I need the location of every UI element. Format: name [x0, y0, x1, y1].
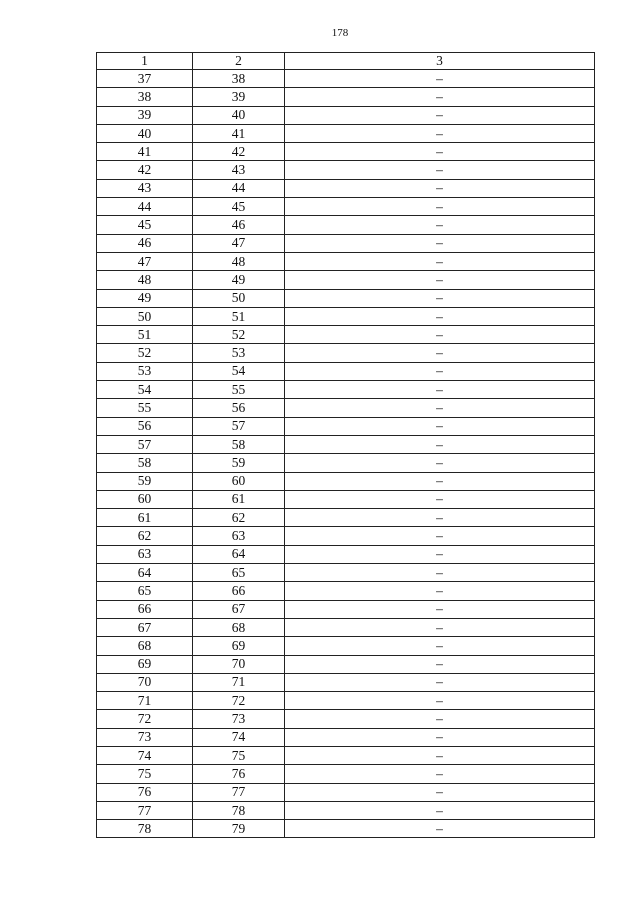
table-cell-col2: 47 [193, 234, 285, 252]
table-cell-col3: – [285, 564, 595, 582]
table-row [97, 271, 595, 289]
table-cell-col1: 75 [97, 765, 193, 783]
table-row [97, 417, 595, 435]
table-cell-col2: 52 [193, 326, 285, 344]
table-cell-col1: 44 [97, 198, 193, 216]
table-cell-col1: 47 [97, 252, 193, 270]
table-cell-col1: 56 [97, 417, 193, 435]
table-row [97, 673, 595, 691]
table-row [97, 801, 595, 819]
table-cell-col1: 61 [97, 509, 193, 527]
table-row [97, 161, 595, 179]
table-cell-col3: – [285, 198, 595, 216]
table-cell-col1: 48 [97, 271, 193, 289]
table-cell-col1: 58 [97, 454, 193, 472]
table-row [97, 143, 595, 161]
table-cell-col3: – [285, 545, 595, 563]
table-cell-col2: 50 [193, 289, 285, 307]
table-cell-col1: 42 [97, 161, 193, 179]
table-cell-col3: – [285, 179, 595, 197]
table-cell-col1: 74 [97, 746, 193, 764]
page-number: 178 [331, 27, 349, 39]
table-cell-col1: 49 [97, 289, 193, 307]
table-cell-col3: – [285, 435, 595, 453]
table-cell-col3: – [285, 509, 595, 527]
table-row [97, 179, 595, 197]
table-cell-col3: – [285, 801, 595, 819]
table-cell-col2: 67 [193, 600, 285, 618]
table-cell-col3: – [285, 344, 595, 362]
table-row [97, 289, 595, 307]
table-row [97, 399, 595, 417]
table-row [97, 70, 595, 88]
table-row [97, 216, 595, 234]
table-cell-col3: – [285, 399, 595, 417]
table-cell-col2: 73 [193, 710, 285, 728]
table-cell-col1: 46 [97, 234, 193, 252]
table-cell-col2: 60 [193, 472, 285, 490]
table-cell-col1: 50 [97, 307, 193, 325]
table-cell-col1: 76 [97, 783, 193, 801]
table-cell-col2: 55 [193, 381, 285, 399]
table-cell-col2: 42 [193, 143, 285, 161]
table-cell-col2: 74 [193, 728, 285, 746]
table-cell-col3: – [285, 490, 595, 508]
table-cell-col2: 61 [193, 490, 285, 508]
table-cell-col3: – [285, 765, 595, 783]
table-cell-col2: 63 [193, 527, 285, 545]
table-cell-col1: 73 [97, 728, 193, 746]
table-cell-col1: 41 [97, 143, 193, 161]
table-cell-col1: 38 [97, 88, 193, 106]
table-cell-col2: 58 [193, 435, 285, 453]
table-row [97, 326, 595, 344]
table-cell-col1: 67 [97, 618, 193, 636]
table-cell-col1: 57 [97, 435, 193, 453]
table-cell-col2: 46 [193, 216, 285, 234]
table-cell-col3: – [285, 143, 595, 161]
table-cell-col3: – [285, 252, 595, 270]
table-cell-col3: – [285, 326, 595, 344]
table-row [97, 637, 595, 655]
table-cell-col1: 53 [97, 362, 193, 380]
table-cell-col2: 53 [193, 344, 285, 362]
table-cell-col2: 59 [193, 454, 285, 472]
table-cell-col2: 79 [193, 820, 285, 838]
table-cell-col1: 70 [97, 673, 193, 691]
table-cell-col3: – [285, 637, 595, 655]
table-row [97, 600, 595, 618]
table-cell-col3: – [285, 216, 595, 234]
table-cell-col3: – [285, 655, 595, 673]
table-cell-col2: 41 [193, 124, 285, 142]
table-cell-col1: 54 [97, 381, 193, 399]
table-cell-col3: – [285, 70, 595, 88]
table-cell-col2: 51 [193, 307, 285, 325]
table-cell-col1: 39 [97, 106, 193, 124]
table-row [97, 728, 595, 746]
table-cell-col1: 55 [97, 399, 193, 417]
table-cell-col1: 72 [97, 710, 193, 728]
table-cell-col2: 66 [193, 582, 285, 600]
table-cell-col3: – [285, 527, 595, 545]
table-cell-col1: 37 [97, 70, 193, 88]
table-cell-col3: – [285, 728, 595, 746]
table-cell-col1: 52 [97, 344, 193, 362]
data-table [96, 52, 595, 838]
header-row [97, 53, 595, 70]
table-row [97, 381, 595, 399]
table-cell-col2: 48 [193, 252, 285, 270]
table-cell-col3: – [285, 362, 595, 380]
table-cell-col1: 68 [97, 637, 193, 655]
table-row [97, 655, 595, 673]
table-cell-col1: 63 [97, 545, 193, 563]
table-cell-col3: – [285, 161, 595, 179]
table-cell-col2: 43 [193, 161, 285, 179]
table-cell-col2: 54 [193, 362, 285, 380]
table-row [97, 198, 595, 216]
table-row [97, 344, 595, 362]
table-cell-col3: – [285, 746, 595, 764]
table-cell-col1: 78 [97, 820, 193, 838]
table-row [97, 527, 595, 545]
table-cell-col1: 71 [97, 692, 193, 710]
table-cell-col2: 76 [193, 765, 285, 783]
table-cell-col2: 45 [193, 198, 285, 216]
table-header [97, 53, 595, 70]
table-cell-col1: 43 [97, 179, 193, 197]
table-row [97, 307, 595, 325]
column-header-3: 3 [285, 53, 595, 70]
table-cell-col3: – [285, 417, 595, 435]
table-row [97, 106, 595, 124]
table-cell-col1: 59 [97, 472, 193, 490]
table-cell-col3: – [285, 106, 595, 124]
table-cell-col3: – [285, 820, 595, 838]
table-row [97, 435, 595, 453]
table-cell-col3: – [285, 381, 595, 399]
table-cell-col1: 77 [97, 801, 193, 819]
table-row [97, 746, 595, 764]
table-cell-col1: 69 [97, 655, 193, 673]
table-row [97, 252, 595, 270]
table-cell-col3: – [285, 692, 595, 710]
column-header-1: 1 [97, 53, 193, 70]
table-row [97, 582, 595, 600]
table-cell-col1: 60 [97, 490, 193, 508]
table-row [97, 509, 595, 527]
table-cell-col2: 39 [193, 88, 285, 106]
table-row [97, 454, 595, 472]
table-cell-col3: – [285, 618, 595, 636]
table-cell-col3: – [285, 582, 595, 600]
table-cell-col2: 78 [193, 801, 285, 819]
table-row [97, 490, 595, 508]
table-row [97, 710, 595, 728]
table-cell-col2: 68 [193, 618, 285, 636]
table-cell-col2: 62 [193, 509, 285, 527]
table-cell-col1: 45 [97, 216, 193, 234]
table-cell-col3: – [285, 783, 595, 801]
table-cell-col3: – [285, 234, 595, 252]
table-cell-col2: 40 [193, 106, 285, 124]
table-cell-col2: 44 [193, 179, 285, 197]
table-cell-col2: 65 [193, 564, 285, 582]
table-cell-col3: – [285, 710, 595, 728]
table-row [97, 472, 595, 490]
table-cell-col2: 77 [193, 783, 285, 801]
table-cell-col1: 64 [97, 564, 193, 582]
table-cell-col3: – [285, 472, 595, 490]
table-cell-col3: – [285, 124, 595, 142]
table-row [97, 124, 595, 142]
table-row [97, 820, 595, 838]
table-cell-col3: – [285, 673, 595, 691]
table-row [97, 362, 595, 380]
table-cell-col1: 40 [97, 124, 193, 142]
table-cell-col2: 64 [193, 545, 285, 563]
table-body [97, 70, 595, 838]
table-cell-col2: 57 [193, 417, 285, 435]
table-cell-col2: 75 [193, 746, 285, 764]
table-cell-col3: – [285, 271, 595, 289]
table-cell-col2: 70 [193, 655, 285, 673]
table-cell-col2: 69 [193, 637, 285, 655]
table-cell-col3: – [285, 307, 595, 325]
table-row [97, 234, 595, 252]
table-row [97, 545, 595, 563]
table-cell-col2: 49 [193, 271, 285, 289]
table-row [97, 692, 595, 710]
table-cell-col2: 71 [193, 673, 285, 691]
table-cell-col2: 56 [193, 399, 285, 417]
column-header-2: 2 [193, 53, 285, 70]
table-row [97, 765, 595, 783]
table-cell-col3: – [285, 88, 595, 106]
table-row [97, 783, 595, 801]
table-cell-col2: 72 [193, 692, 285, 710]
table-cell-col3: – [285, 600, 595, 618]
table-cell-col3: – [285, 454, 595, 472]
table-cell-col1: 66 [97, 600, 193, 618]
table-row [97, 618, 595, 636]
table-cell-col1: 51 [97, 326, 193, 344]
table-row [97, 564, 595, 582]
table-cell-col2: 38 [193, 70, 285, 88]
table-cell-col1: 65 [97, 582, 193, 600]
table-cell-col1: 62 [97, 527, 193, 545]
table-cell-col3: – [285, 289, 595, 307]
table-row [97, 88, 595, 106]
